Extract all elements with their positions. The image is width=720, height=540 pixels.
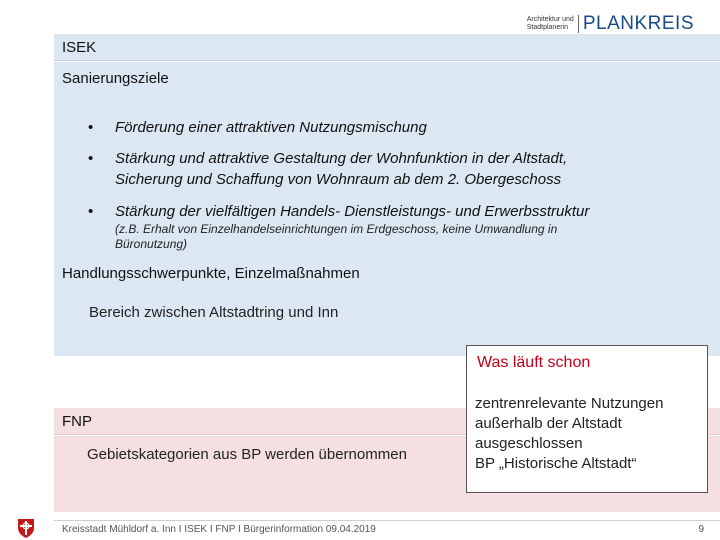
fnp-text: Gebietskategorien aus BP werden übernommen <box>87 446 407 463</box>
bullet-marker: • <box>88 150 94 167</box>
callout-line: BP „Historische Altstadt“ <box>475 455 637 472</box>
logo-divider <box>578 15 579 33</box>
goal-text-line-2: Sicherung und Schaffung von Wohnraum ab dem 2. Obergeschoss <box>115 171 562 188</box>
goals-heading: Sanierungsziele <box>62 70 169 87</box>
footer-divider <box>54 520 720 521</box>
logo-subtitle: Architektur und Stadtplanerin <box>526 16 574 31</box>
bullet-marker: • <box>88 119 94 136</box>
status-callout-box <box>466 345 708 493</box>
goal-note-line-2: Büronutzung) <box>115 237 188 251</box>
logo-wordmark: PLANKREIS <box>582 13 694 34</box>
city-crest-icon <box>14 516 38 540</box>
measures-area: Bereich zwischen Altstadtring und Inn <box>89 304 339 321</box>
goal-text: Stärkung der vielfältigen Handels- Dienstleistungs- und Erwerbsstruktur <box>115 203 590 220</box>
plankreis-logo <box>527 13 694 35</box>
measures-heading: Handlungsschwerpunkte, Einzelmaßnahmen <box>62 265 360 282</box>
callout-text <box>475 394 663 474</box>
goal-item <box>88 201 589 222</box>
callout-line: ausgeschlossen <box>475 435 583 452</box>
page-number: 9 <box>698 524 704 535</box>
goal-item <box>88 148 567 190</box>
footer-text: Kreisstadt Mühldorf a. Inn I ISEK I FNP I Bürgerinformation 09.04.2019 <box>62 524 376 535</box>
isek-title: ISEK <box>62 39 97 56</box>
goal-item <box>88 117 427 138</box>
goal-text: Förderung einer attraktiven Nutzungsmischung <box>115 119 427 136</box>
fnp-title: FNP <box>62 413 92 430</box>
goal-note-line-1: (z.B. Erhalt von Einzelhandelseinrichtungen im Erdgeschoss, keine Umwandlung in <box>115 222 558 236</box>
bullet-marker: • <box>88 203 94 220</box>
callout-title: Was läuft schon <box>477 354 591 371</box>
callout-line: außerhalb der Altstadt <box>475 415 622 432</box>
callout-line: zentrenrelevante Nutzungen <box>475 395 664 412</box>
isek-header-band <box>54 34 720 61</box>
goal-text-line-1: Stärkung und attraktive Gestaltung der Wohnfunktion in der Altstadt, <box>115 150 568 167</box>
